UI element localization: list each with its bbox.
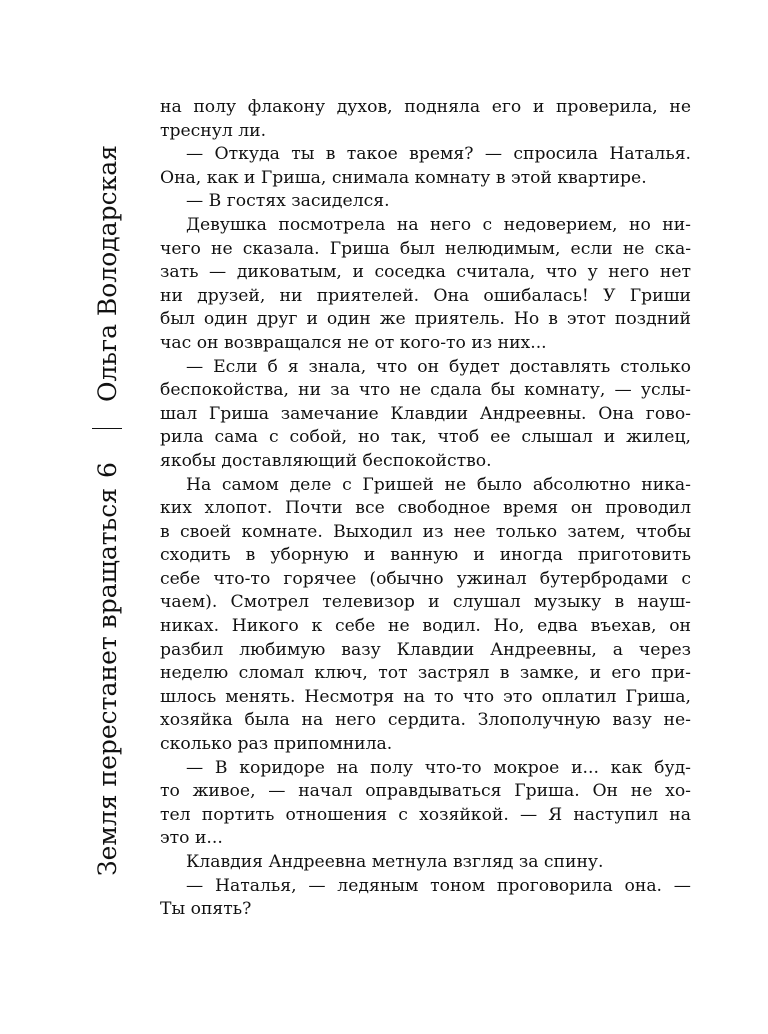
text-line: то живое, — начал оправдываться Гриша. Он не хо- [160,781,691,802]
author-name: Ольга Володарская [93,145,122,402]
text-line: Девушка посмотрела на него с недоверием, но ни- [186,214,691,235]
text-line: разбил любимую вазу Клавдии Андреевны, а через [160,639,691,660]
text-line: ни друзей, ни приятелей. Она ошибалась! У Гриши [160,285,691,306]
text-line: был один друг и один же приятель. Но в этот поздний [160,309,691,330]
text-line: — Если б я знала, что он будет доставлять столько [186,356,691,377]
text-line: беспокойства, ни за что не сдала бы комнату, — услы- [160,380,691,401]
text-line: неделю сломал ключ, тот застрял в замке, и его при- [160,663,691,684]
text-line: треснул ли. [160,120,267,141]
text-line: — Наталья, — ледяным тоном проговорила она. — [186,875,691,896]
text-line: Она, как и Гриша, снимала комнату в этой квартире. [160,167,647,188]
text-line: никах. Никого к себе не водил. Но, едва въехав, он [160,616,691,637]
page-number: 6 [93,462,122,478]
header-divider [92,428,122,429]
text-line: На самом деле с Гришей не было абсолютно ника- [186,474,691,495]
text-line: на полу флакону духов, подняла его и проверила, не [160,97,691,117]
text-line: шлось менять. Несмотря на то что это оплатил Гриша, [160,686,691,707]
text-line: зать — диковатым, и соседка считала, что у него нет [160,262,691,283]
text-line: — В гостях засиделся. [186,191,390,212]
text-line: в своей комнате. Выходил из нее только затем, чтобы [160,521,691,542]
text-line: рила сама с собой, но так, чтоб ее слышал и жилец, [160,427,691,448]
text-line: сходить в уборную и ванную и иногда приготовить [160,545,691,566]
text-line: чего не сказала. Гриша был нелюдимым, если не ска- [160,238,691,259]
text-line: — Откуда ты в такое время? — спросила Наталья. [186,144,691,165]
text-line: якобы доставляющий беспокойство. [160,450,492,471]
running-header [84,145,132,880]
text-line: Клавдия Андреевна метнула взгляд за спину. [186,852,604,872]
text-line: Ты опять? [160,899,252,920]
text-line: час он возвращался не от кого-то из них... [160,332,547,353]
text-line: шал Гриша замечание Клавдии Андреевны. Она гово- [160,403,691,424]
text-line: себе что-то горячее (обычно ужинал бутербродами с [160,568,691,589]
book-title: Земля перестанет вращаться [93,488,122,876]
text-line: ких хлопот. Почти все свободное время он проводил [160,498,691,519]
text-line: это и... [160,828,223,849]
text-line: тел портить отношения с хозяйкой. — Я наступил на [160,804,691,825]
page-body-text [160,96,691,922]
text-line: хозяйка была на него сердита. Злополучную вазу не- [160,710,691,731]
text-line: — В коридоре на полу что-то мокрое и... как буд- [186,757,691,778]
text-line: чаем). Смотрел телевизор и слушал музыку в науш- [160,592,691,613]
text-line: сколько раз припомнила. [160,734,393,755]
